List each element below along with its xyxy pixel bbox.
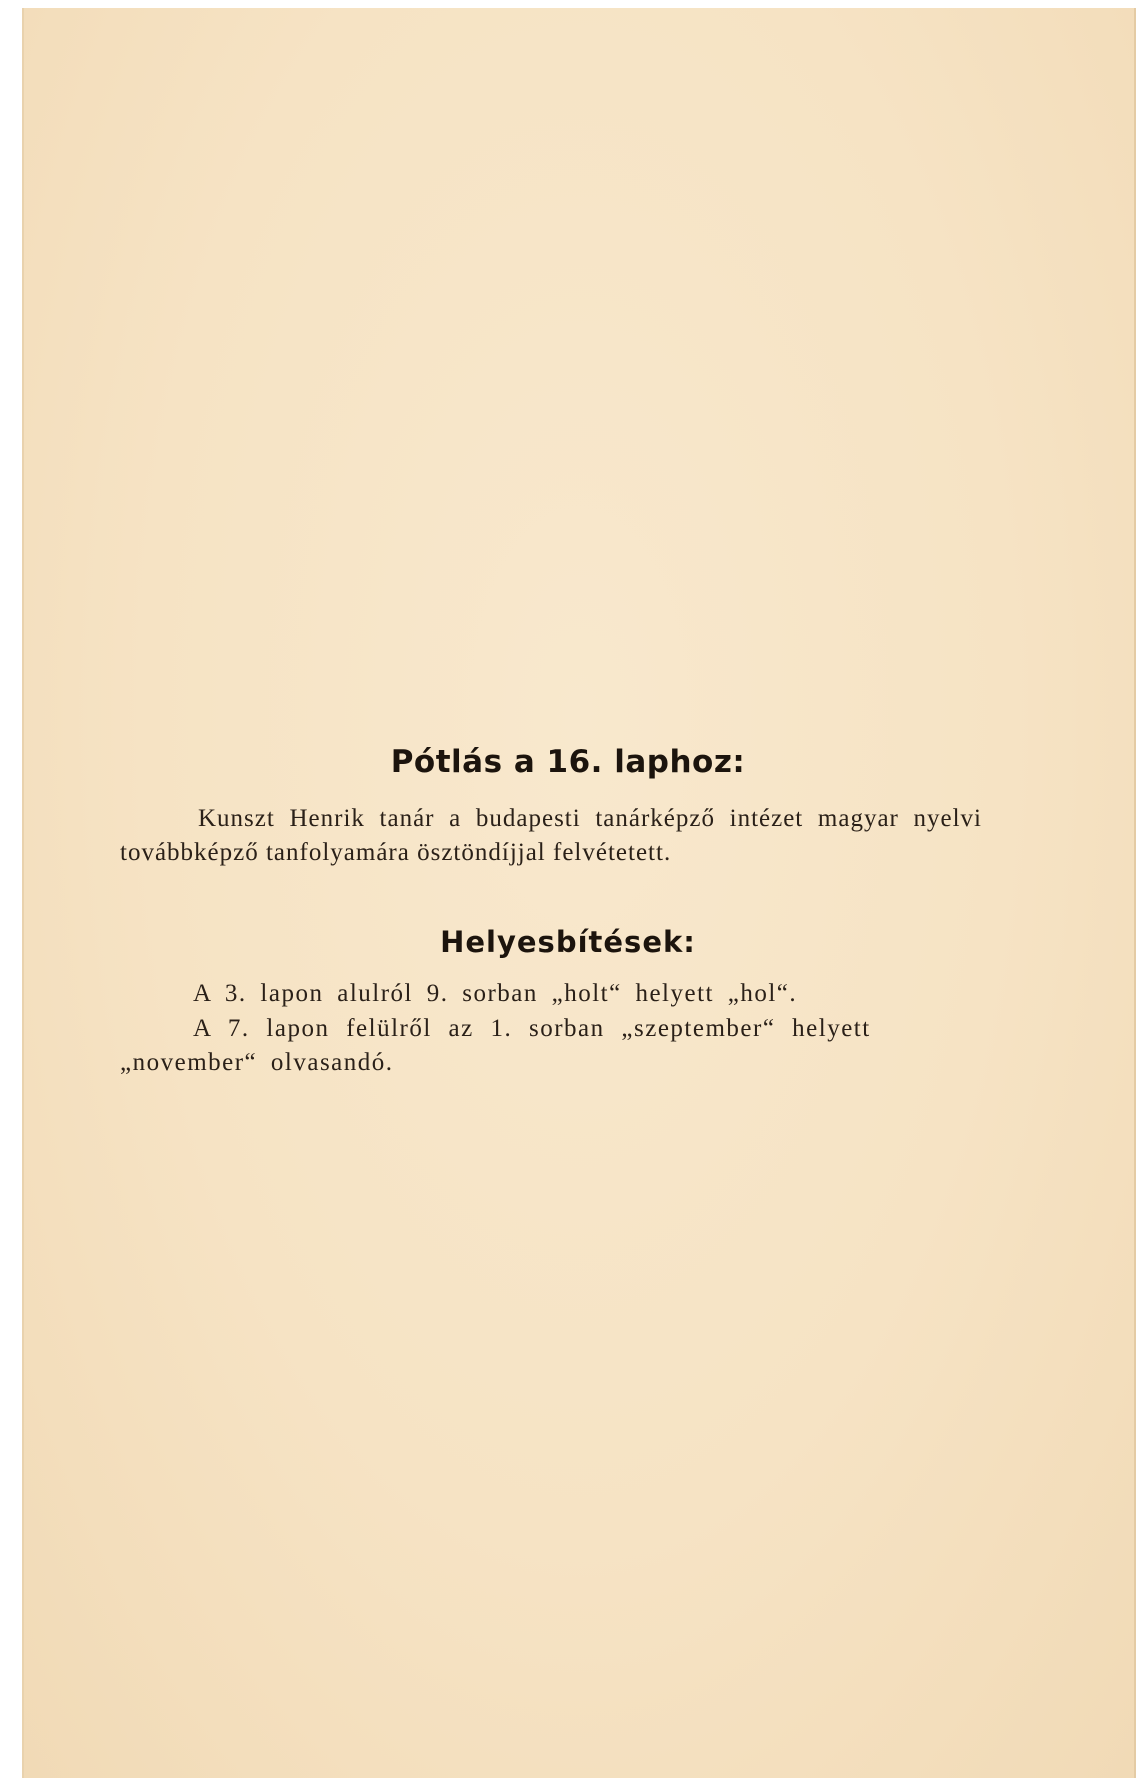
page-sheet <box>22 8 1136 1778</box>
corrections-heading: Helyesbítések: <box>440 925 696 959</box>
supplement-paragraph: Kunszt Henrik tanár a budapesti tanárképző intézet magyar nyelvi továbbképző tanfolyamára ösztöndíjjal felvétetett. <box>120 805 982 866</box>
supplement-heading: Pótlás a 16. laphoz: <box>390 744 746 780</box>
correction-line-2: A 7. lapon felülről az 1. sorban „szeptember“ helyett <box>193 1015 871 1042</box>
correction-line-3: „november“ olvasandó. <box>120 1049 394 1076</box>
correction-line-1: A 3. lapon alulról 9. sorban „holt“ helyett „hol“. <box>193 980 798 1007</box>
